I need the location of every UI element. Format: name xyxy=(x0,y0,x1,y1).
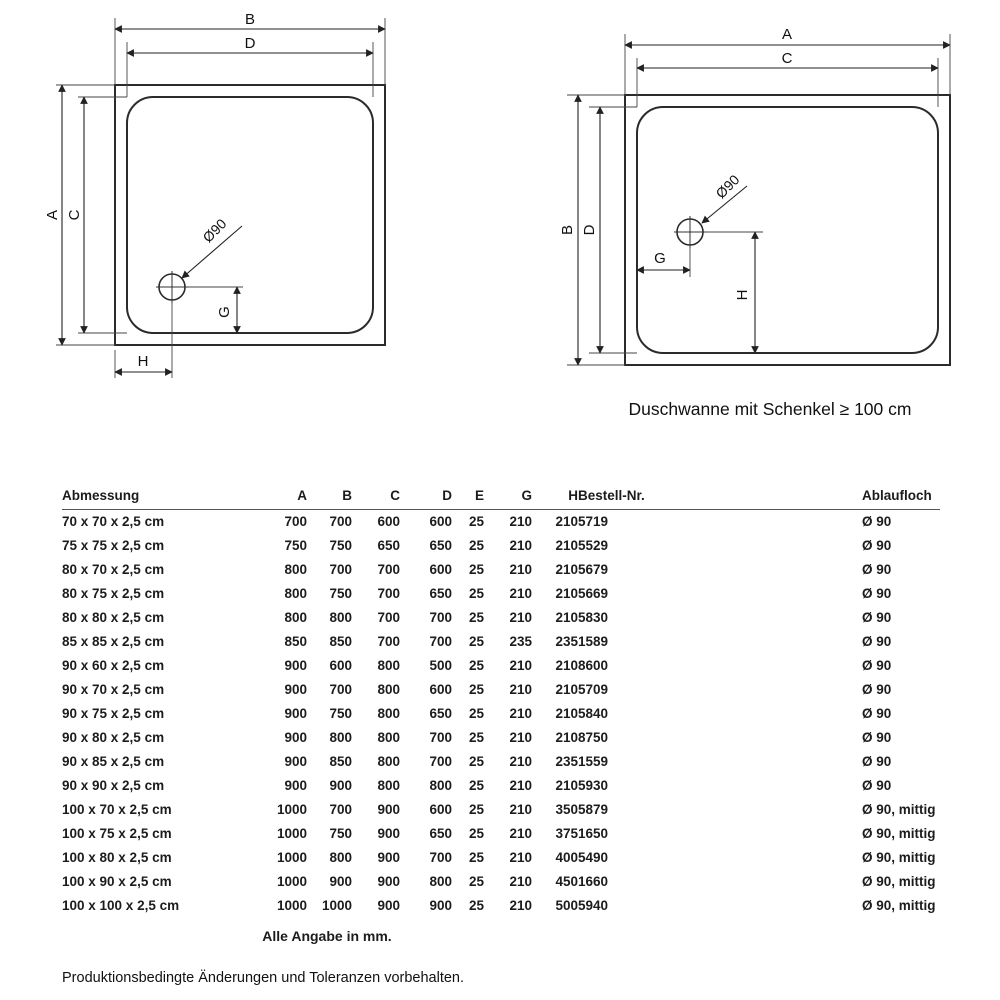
table-cell: 750 xyxy=(329,585,352,601)
table-cell: 90 x 60 x 2,5 cm xyxy=(62,657,165,673)
table-cell: 90 x 90 x 2,5 cm xyxy=(62,777,165,793)
table-cell: 210 xyxy=(509,849,532,865)
table-cell: 600 xyxy=(429,801,452,817)
table-cell: 235 xyxy=(555,633,578,649)
table-cell: 210 xyxy=(509,513,532,529)
table-cell: 900 xyxy=(284,657,307,673)
column-header: D xyxy=(400,482,452,509)
dim-label-inner-height: D xyxy=(581,224,598,236)
table-row xyxy=(62,509,940,533)
drain-diameter-label: Ø90 xyxy=(712,171,743,202)
table-cell: 750 xyxy=(284,537,307,553)
table-cell: 700 xyxy=(377,561,400,577)
table-cell: 900 xyxy=(284,681,307,697)
table-row xyxy=(62,701,940,725)
table-cell: Ø 90, mittig xyxy=(862,873,936,889)
dim-label-outer-width: A xyxy=(781,26,793,43)
dim-label-h: H xyxy=(734,289,751,301)
table-cell: Ø 90 xyxy=(862,729,892,745)
table-cell: 1660 xyxy=(578,873,609,889)
dim-label-outer-height: A xyxy=(44,209,61,221)
table-cell: 700 xyxy=(284,513,307,529)
square-tray-drawing xyxy=(20,0,440,400)
table-cell: 800 xyxy=(284,561,307,577)
column-header: B xyxy=(307,482,352,509)
footer-disclaimer: Produktionsbedingte Änderungen und Toleranzen vorbehalten. xyxy=(62,970,465,986)
table-cell: 1650 xyxy=(578,825,609,841)
tray-outer-edge xyxy=(625,95,950,365)
table-cell: 800 xyxy=(284,609,307,625)
table-cell: 450 xyxy=(555,873,578,889)
table-cell: 700 xyxy=(429,633,452,649)
table-cell: 800 xyxy=(377,657,400,673)
table-cell: 90 x 70 x 2,5 cm xyxy=(62,681,165,697)
table-cell: 1000 xyxy=(276,825,307,841)
dim-label-g: G xyxy=(216,306,233,318)
table-row xyxy=(62,629,940,653)
table-cell: 25 xyxy=(468,825,484,841)
table-cell: 5529 xyxy=(578,537,609,553)
table-row xyxy=(62,725,940,749)
table-cell: 900 xyxy=(377,825,400,841)
table-cell: 210 xyxy=(509,753,532,769)
table-cell: 90 x 75 x 2,5 cm xyxy=(62,705,165,721)
table-cell: 800 xyxy=(377,681,400,697)
table-cell: 700 xyxy=(329,681,352,697)
table-cell: Ø 90, mittig xyxy=(862,849,936,865)
drain-diameter-label: Ø90 xyxy=(199,215,230,246)
table-cell: 100 x 90 x 2,5 cm xyxy=(62,873,172,889)
column-header: H xyxy=(532,482,578,509)
table-cell: 700 xyxy=(377,609,400,625)
spec-table-body xyxy=(62,509,940,917)
table-row xyxy=(62,557,940,581)
table-cell: 210 xyxy=(509,801,532,817)
dim-label-g: G xyxy=(654,250,666,267)
table-cell: 800 xyxy=(377,705,400,721)
column-header: C xyxy=(352,482,400,509)
column-header: E xyxy=(452,482,484,509)
table-cell: 1000 xyxy=(276,873,307,889)
table-cell: 25 xyxy=(468,681,484,697)
table-cell: 210 xyxy=(555,513,578,529)
table-cell: 700 xyxy=(377,585,400,601)
column-header: Abmessung xyxy=(62,482,232,509)
table-cell: 800 xyxy=(329,729,352,745)
table-cell: 900 xyxy=(284,777,307,793)
table-cell: 25 xyxy=(468,657,484,673)
table-cell: 80 x 75 x 2,5 cm xyxy=(62,585,165,601)
table-cell: 850 xyxy=(284,633,307,649)
table-cell: 850 xyxy=(329,633,352,649)
table-cell: 25 xyxy=(468,753,484,769)
table-cell: 650 xyxy=(377,537,400,553)
table-row xyxy=(62,653,940,677)
table-cell: 25 xyxy=(468,849,484,865)
table-cell: 650 xyxy=(429,537,452,553)
table-cell: 8750 xyxy=(578,729,609,745)
rect-tray-drawing xyxy=(545,0,975,430)
table-cell: 900 xyxy=(377,873,400,889)
extension-lines xyxy=(56,18,385,378)
table-cell: 25 xyxy=(468,729,484,745)
table-cell: 235 xyxy=(555,753,578,769)
table-cell: 900 xyxy=(329,777,352,793)
table-cell: Ø 90 xyxy=(862,705,892,721)
table-cell: 210 xyxy=(555,777,578,793)
table-cell: 100 x 70 x 2,5 cm xyxy=(62,801,172,817)
spec-table-header-row xyxy=(62,482,940,509)
column-header: Ablaufloch xyxy=(862,482,940,509)
table-row xyxy=(62,797,940,821)
table-cell: 5490 xyxy=(578,849,609,865)
table-cell: 5709 xyxy=(578,681,609,697)
table-cell: 800 xyxy=(329,609,352,625)
table-cell: 210 xyxy=(509,657,532,673)
table-cell: 5840 xyxy=(578,705,609,721)
table-cell: Ø 90 xyxy=(862,609,892,625)
table-cell: 700 xyxy=(429,729,452,745)
table-cell: 600 xyxy=(329,657,352,673)
table-cell: 5940 xyxy=(578,897,609,913)
table-cell: 800 xyxy=(284,585,307,601)
table-cell: 400 xyxy=(555,849,578,865)
table-cell: 900 xyxy=(284,729,307,745)
table-cell: 900 xyxy=(284,753,307,769)
table-row xyxy=(62,677,940,701)
table-cell: 25 xyxy=(468,513,484,529)
table-cell: Ø 90, mittig xyxy=(862,825,936,841)
table-cell: 800 xyxy=(329,849,352,865)
table-row xyxy=(62,869,940,893)
table-cell: 210 xyxy=(509,897,532,913)
table-cell: 90 x 85 x 2,5 cm xyxy=(62,753,165,769)
table-cell: 70 x 70 x 2,5 cm xyxy=(62,513,165,529)
table-cell: 1000 xyxy=(276,849,307,865)
table-cell: 210 xyxy=(555,705,578,721)
table-cell: Ø 90 xyxy=(862,657,892,673)
table-cell: 650 xyxy=(429,705,452,721)
table-cell: 900 xyxy=(377,849,400,865)
table-cell: 1589 xyxy=(578,633,609,649)
drain-symbol xyxy=(156,271,188,303)
table-cell: 25 xyxy=(468,633,484,649)
spec-table xyxy=(62,482,940,917)
table-row xyxy=(62,749,940,773)
table-cell: 700 xyxy=(377,633,400,649)
dim-label-inner-height: C xyxy=(66,209,83,221)
table-cell: 210 xyxy=(509,609,532,625)
table-cell: 210 xyxy=(509,825,532,841)
table-cell: 700 xyxy=(329,513,352,529)
table-cell: 650 xyxy=(429,825,452,841)
column-header: Bestell-Nr. xyxy=(578,482,862,509)
table-cell: 900 xyxy=(377,801,400,817)
table-cell: 5719 xyxy=(578,513,609,529)
table-cell: 90 x 80 x 2,5 cm xyxy=(62,729,165,745)
table-cell: 210 xyxy=(509,537,532,553)
table-cell: 85 x 85 x 2,5 cm xyxy=(62,633,165,649)
table-cell: Ø 90 xyxy=(862,537,892,553)
table-cell: 800 xyxy=(377,753,400,769)
table-cell: 75 x 75 x 2,5 cm xyxy=(62,537,165,553)
column-header: G xyxy=(484,482,532,509)
table-cell: 700 xyxy=(429,849,452,865)
table-row xyxy=(62,773,940,797)
table-row xyxy=(62,893,940,917)
tray-outer-edge xyxy=(115,85,385,345)
table-cell: 650 xyxy=(429,585,452,601)
table-cell: 1000 xyxy=(276,897,307,913)
table-cell: 750 xyxy=(329,825,352,841)
table-cell: 900 xyxy=(329,873,352,889)
drawing-caption: Duschwanne mit Schenkel ≥ 100 cm xyxy=(628,399,912,419)
table-cell: 210 xyxy=(509,585,532,601)
table-cell: 210 xyxy=(555,585,578,601)
table-cell: 375 xyxy=(555,825,578,841)
table-cell: 80 x 80 x 2,5 cm xyxy=(62,609,165,625)
table-cell: 500 xyxy=(555,897,578,913)
table-cell: 80 x 70 x 2,5 cm xyxy=(62,561,165,577)
dim-label-outer-width: B xyxy=(244,11,256,28)
table-cell: Ø 90 xyxy=(862,561,892,577)
table-cell: 210 xyxy=(555,609,578,625)
table-cell: 700 xyxy=(429,753,452,769)
table-row xyxy=(62,533,940,557)
table-cell: 900 xyxy=(429,897,452,913)
table-cell: 100 x 100 x 2,5 cm xyxy=(62,897,180,913)
table-cell: 210 xyxy=(509,729,532,745)
table-row xyxy=(62,821,940,845)
table-cell: 800 xyxy=(377,777,400,793)
table-cell: 800 xyxy=(429,777,452,793)
table-cell: 210 xyxy=(509,873,532,889)
table-row xyxy=(62,845,940,869)
table-cell: Ø 90 xyxy=(862,513,892,529)
table-cell: 210 xyxy=(555,537,578,553)
table-cell: 1000 xyxy=(321,897,352,913)
table-cell: 600 xyxy=(377,513,400,529)
table-cell: 500 xyxy=(429,657,452,673)
table-cell: 5930 xyxy=(578,777,609,793)
table-cell: 8600 xyxy=(578,657,609,673)
table-cell: 25 xyxy=(468,537,484,553)
table-cell: Ø 90 xyxy=(862,681,892,697)
table-cell: 5879 xyxy=(578,801,609,817)
table-cell: 700 xyxy=(429,609,452,625)
table-cell: 25 xyxy=(468,561,484,577)
table-cell: 210 xyxy=(509,705,532,721)
table-cell: 5830 xyxy=(578,609,609,625)
table-cell: 25 xyxy=(468,609,484,625)
table-cell: 900 xyxy=(377,897,400,913)
table-cell: 100 x 80 x 2,5 cm xyxy=(62,849,172,865)
dim-label-h: H xyxy=(137,353,149,370)
table-cell: 600 xyxy=(429,513,452,529)
table-cell: Ø 90, mittig xyxy=(862,801,936,817)
table-cell: 210 xyxy=(555,657,578,673)
table-cell: 800 xyxy=(377,729,400,745)
table-cell: 850 xyxy=(329,753,352,769)
table-cell: 235 xyxy=(509,633,532,649)
table-cell: 1559 xyxy=(578,753,609,769)
table-cell: 210 xyxy=(509,561,532,577)
table-row xyxy=(62,581,940,605)
table-cell: 210 xyxy=(509,681,532,697)
table-cell: 210 xyxy=(509,777,532,793)
table-cell: 25 xyxy=(468,777,484,793)
table-cell: Ø 90 xyxy=(862,777,892,793)
drain-symbol xyxy=(674,216,706,248)
table-cell: 25 xyxy=(468,801,484,817)
table-cell: Ø 90, mittig xyxy=(862,897,936,913)
dim-label-outer-height: B xyxy=(559,224,576,236)
table-cell: 600 xyxy=(429,561,452,577)
table-cell: 350 xyxy=(555,801,578,817)
table-cell: 25 xyxy=(468,897,484,913)
table-cell: 900 xyxy=(284,705,307,721)
table-cell: 5679 xyxy=(578,561,609,577)
dim-label-inner-width: C xyxy=(781,50,793,67)
table-cell: 210 xyxy=(555,681,578,697)
units-footnote: Alle Angabe in mm. xyxy=(262,928,392,944)
table-cell: 210 xyxy=(555,561,578,577)
table-row xyxy=(62,605,940,629)
table-cell: 25 xyxy=(468,705,484,721)
table-cell: Ø 90 xyxy=(862,753,892,769)
table-cell: 750 xyxy=(329,537,352,553)
table-cell: 25 xyxy=(468,585,484,601)
table-cell: 750 xyxy=(329,705,352,721)
table-cell: 210 xyxy=(555,729,578,745)
column-header: A xyxy=(232,482,307,509)
table-cell: Ø 90 xyxy=(862,633,892,649)
table-cell: 600 xyxy=(429,681,452,697)
table-cell: 1000 xyxy=(276,801,307,817)
table-cell: 700 xyxy=(329,801,352,817)
table-cell: 25 xyxy=(468,873,484,889)
table-cell: 800 xyxy=(429,873,452,889)
table-cell: 700 xyxy=(329,561,352,577)
table-cell: Ø 90 xyxy=(862,585,892,601)
table-cell: 100 x 75 x 2,5 cm xyxy=(62,825,172,841)
table-cell: 5669 xyxy=(578,585,609,601)
dim-label-inner-width: D xyxy=(244,35,256,52)
